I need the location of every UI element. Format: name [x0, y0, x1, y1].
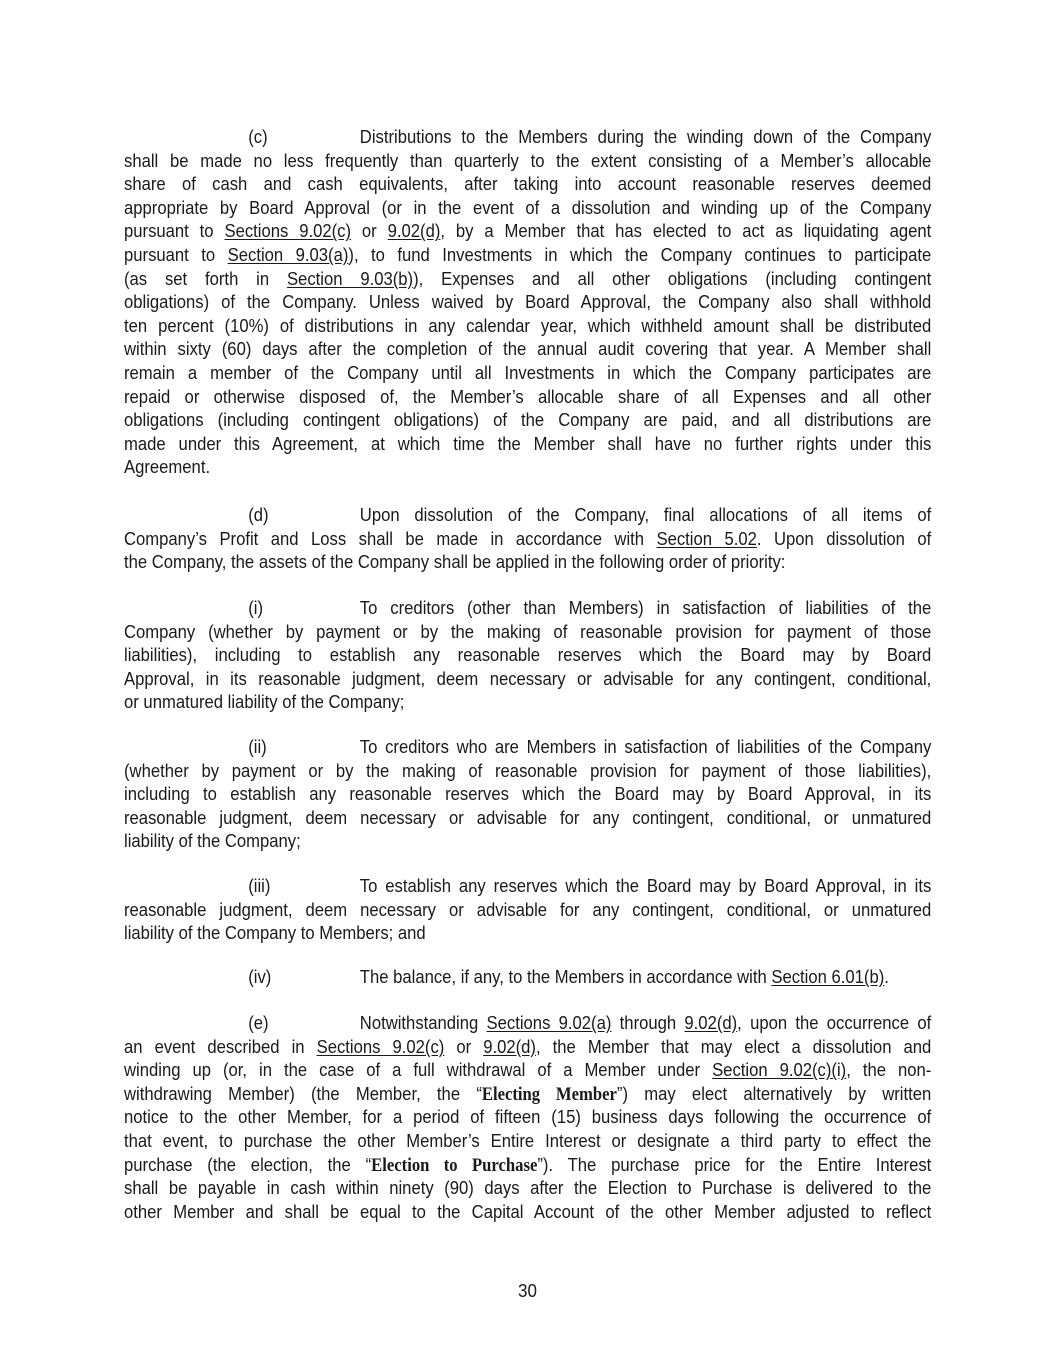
- section-reference: 9.02(d): [483, 1035, 536, 1057]
- text-line: repaid or otherwise disposed of, the Member’s allocable share of all Expenses and all other: [124, 385, 932, 407]
- defined-term: Election to Purchase: [371, 1155, 538, 1176]
- text-line: Company (whether by payment or by the making of reasonable provision for payment of those: [124, 620, 932, 642]
- text-line: liability of the Company;: [124, 830, 301, 852]
- defined-term: Electing Member: [481, 1084, 617, 1105]
- text-line: the Company, the assets of the Company shall be applied in the following order of priority:: [124, 551, 786, 573]
- text-line: Approval, in its reasonable judgment, deem necessary or advisable for any contingent, conditional,: [124, 667, 932, 689]
- text-line: shall be payable in cash within ninety (90) days after the Election to Purchase is delivered to the: [124, 1177, 932, 1199]
- text-line: (d) Upon dissolution of the Company, final allocations of all items of: [248, 504, 932, 525]
- section-reference: 9.02(d): [387, 220, 441, 242]
- paragraph-label: (ii): [248, 736, 267, 757]
- section-reference: Section 6.01(b): [771, 966, 885, 987]
- text-line: (iii) To establish any reserves which the Board may by Board Approval, in its: [248, 875, 932, 896]
- text-line: (c) Distributions to the Members during the winding down of the Company: [248, 126, 932, 147]
- text-line: ten percent (10%) of distributions in any calendar year, which withheld amount shall be distributed: [124, 314, 932, 336]
- section-reference: Sections 9.02(c): [316, 1035, 445, 1057]
- text-line: shall be made no less frequently than quarterly to the extent consisting of a Member’s allocable: [124, 149, 932, 171]
- text-line: (e) Notwithstanding Sections 9.02(a) through 9.02(d), upon the occurrence of: [248, 1012, 932, 1033]
- text-line: (iv) The balance, if any, to the Members in accordance with Section 6.01(b).: [248, 966, 889, 987]
- paragraph-label: (d): [248, 504, 269, 525]
- text-line: that event, to purchase the other Member’s Entire Interest or designate a third party to effect the: [124, 1130, 932, 1151]
- text-line: within sixty (60) days after the completion of the annual audit covering that year. A Member shall: [124, 338, 932, 360]
- section-reference: 9.02(d): [684, 1012, 738, 1033]
- text-line: obligations (including contingent obligations) of the Company are paid, and all distributions are: [124, 409, 932, 431]
- text-line: other Member and shall be equal to the Capital Account of the other Member adjusted to reflect: [124, 1200, 932, 1222]
- text-line: pursuant to Section 9.03(a)), to fund Investments in which the Company continues to participate: [124, 244, 932, 265]
- text-line: Agreement.: [124, 456, 211, 478]
- text-line: liabilities), including to establish any reasonable reserves which the Board may by Board: [124, 644, 932, 666]
- page-number: 30: [518, 1280, 537, 1301]
- text-line: winding up (or, in the case of a full withdrawal of a Member under Section 9.02(c)(i), the non-: [124, 1059, 932, 1081]
- text-line: or unmatured liability of the Company;: [124, 691, 405, 713]
- text-line: (i) To creditors (other than Members) in satisfaction of liabilities of the: [248, 597, 932, 618]
- text-line: made under this Agreement, at which time the Member shall have no further rights under this: [124, 432, 932, 454]
- text-line: (as set forth in Section 9.03(b)), Expenses and all other obligations (including contingent: [124, 267, 932, 289]
- text-line: reasonable judgment, deem necessary or advisable for any contingent, conditional, or unmatured: [124, 806, 932, 828]
- section-reference: Sections 9.02(a): [486, 1012, 612, 1033]
- section-reference: Section 5.02: [656, 527, 757, 549]
- text-line: reasonable judgment, deem necessary or advisable for any contingent, conditional, or unmatured: [124, 898, 932, 920]
- section-reference: Section 9.02(c)(i): [712, 1059, 847, 1081]
- section-reference: Section 9.03(a): [227, 244, 349, 265]
- text-line: obligations) of the Company. Unless waived by Board Approval, the Company also shall withhold: [124, 291, 932, 313]
- text-line: an event described in Sections 9.02(c) or 9.02(d), the Member that may elect a dissolution and: [124, 1035, 932, 1057]
- text-line: Company’s Profit and Loss shall be made in accordance with Section 5.02. Upon dissolution of: [124, 527, 932, 549]
- text-line: notice to the other Member, for a period of fifteen (15) business days following the occurrence of: [124, 1106, 932, 1128]
- text-line: appropriate by Board Approval (or in the event of a dissolution and winding up of the Company: [124, 196, 932, 218]
- text-line: including to establish any reasonable reserves which the Board may by Board Approval, in its: [124, 783, 932, 805]
- text-line: pursuant to Sections 9.02(c) or 9.02(d), by a Member that has elected to act as liquidating agent: [124, 220, 932, 242]
- text-line: withdrawing Member) (the Member, the “Electing Member”) may elect alternatively by written: [124, 1082, 932, 1105]
- paragraph-label: (i): [248, 597, 263, 618]
- section-reference: Sections 9.02(c): [224, 220, 352, 242]
- text-line: liability of the Company to Members; and: [124, 922, 426, 944]
- paragraph-label: (c): [248, 126, 268, 147]
- paragraph-label: (iii): [248, 875, 271, 896]
- paragraph-label: (iv): [248, 966, 272, 987]
- paragraph-label: (e): [248, 1012, 269, 1033]
- section-reference: Section 9.03(b): [286, 267, 414, 289]
- text-line: (ii) To creditors who are Members in satisfaction of liabilities of the Company: [248, 736, 932, 757]
- text-line: purchase (the election, the “Election to Purchase”). The purchase price for the Entire Interest: [124, 1153, 932, 1176]
- text-line: (whether by payment or by the making of reasonable provision for payment of those liabilities),: [124, 759, 932, 781]
- text-line: share of cash and cash equivalents, after taking into account reasonable reserves deemed: [124, 173, 932, 195]
- text-line: remain a member of the Company until all Investments in which the Company participates are: [124, 362, 932, 383]
